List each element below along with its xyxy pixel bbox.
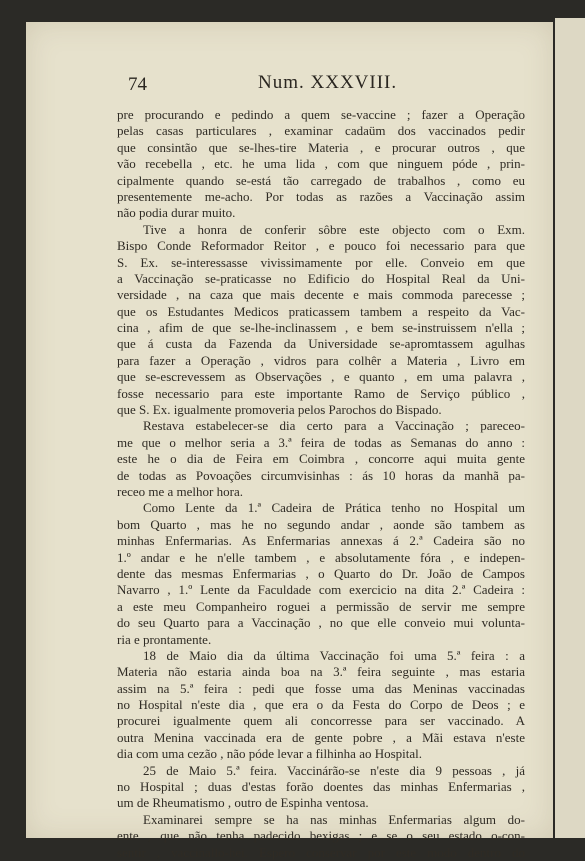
text-line: de todas as Povoações circumvisinhas : ás 10 horas da manhã pa- [117, 467, 525, 483]
body-text [117, 107, 525, 861]
text-line: este he o dia de Feira em Coimbra , concorre aqui muita gente [117, 451, 525, 467]
text-line: dia com uma cezão , não póde levar a filhinha ao Hospital. [117, 746, 423, 762]
facing-page-edge [555, 18, 585, 838]
text-line: vão recebella , etc. he uma lida , com que ninguem póde , prin- [117, 156, 525, 172]
text-line: Materia não estaria ainda boa na 3.ª feira seguinte , mas estaria [117, 664, 525, 680]
text-line: procurei igualmente quem ali concorresse para ser vaccinado. A [117, 713, 525, 729]
text-line: a Vaccinação se-praticasse no Edificio do Hospital Real da Uni- [117, 270, 525, 286]
text-line: sentir , vaccinallo-hei. Espero conservar por este modo dentro do [117, 844, 525, 860]
text-line: no Hospital ; duas d'estas forão doentes das minhas Enfermarias , [117, 779, 525, 795]
text-line: Tive a honra de conferir sôbre este objecto com o Exm. [143, 221, 525, 237]
text-line: que consintão que se-lhes-tire Materia , e procurar outros , que [117, 139, 525, 155]
text-line: que á custa da Fazenda da Universidade se-apromtassem agulhas [117, 336, 525, 352]
text-line: pelas casas particulares , examinar cadaüm dos vaccinados pedir [117, 123, 525, 139]
text-line: que S. Ex. igualmente promoveria pelos Parochos do Bispado. [117, 402, 442, 418]
text-line: 18 de Maio dia da última Vaccinação foi uma 5.ª feira : a [143, 647, 525, 663]
text-line: para fazer a Operação , vidros para colhêr a Materia , Livro em [117, 352, 525, 368]
text-line: um de Rheumatismo , outro de Espinha ventosa. [117, 795, 369, 811]
text-line: Navarro , 1.º Lente da Faculdade com exercicio na dita 2.ª Cadeira : [117, 582, 525, 598]
text-line: que os Estudantes Medicos praticassem tambem a respeito da Vac- [117, 303, 525, 319]
page-number: 74 [128, 74, 147, 95]
text-line: do seu Quarto para a Vaccinação , no que elle conveio mui volunta- [117, 615, 525, 631]
text-line: me que o melhor seria a 3.ª feira de todas as Semanas do anno : [117, 434, 525, 450]
text-line: Examinarei sempre se ha nas minhas Enfermarias algum do- [143, 811, 525, 827]
text-line: Restava estabelecer-se dia certo para a Vaccinação ; pareceo- [143, 418, 525, 434]
text-line: receo me a melhor hora. [117, 483, 243, 499]
text-line: que se-escrevessem as Observações , e quanto , em uma palavra , [117, 369, 525, 385]
text-line: pre procurando e pedindo a quem se-vaccine ; fazer a Operação [117, 107, 525, 122]
text-line: S. Ex. se-interessasse vivissimamente por elle. Conveio em que [117, 254, 525, 270]
text-line: ria e prontamente. [117, 631, 212, 647]
text-line: 25 de Maio 5.ª feira. Vaccinárão-se n'este dia 9 pessoas , já [143, 762, 525, 778]
text-line: ente , que não tenha padecido bexigas ; e se o seu estado o-con- [117, 828, 525, 844]
text-line: cipalmente quando se-está tão carregado de trabalhos , como eu [117, 172, 525, 188]
text-line: Como Lente da 1.ª Cadeira de Prática tenho no Hospital um [143, 500, 525, 516]
text-line: 1.º andar e he n'elle tambem , e absolutamente fóra , e indepen- [117, 549, 525, 565]
text-line: versidade , na caza que mais decente e mais commoda parecesse ; [117, 287, 525, 303]
text-line: outra Menina vaccinada era de gente pobre , a Mãi estava n'este [117, 729, 525, 745]
text-line: não podia durar muito. [117, 205, 236, 221]
text-line: assim na 5.ª feira : pedi que fosse uma das Meninas vaccinadas [117, 680, 525, 696]
text-line: presentemente me-acho. Por todas as razões a Vaccinação assim [117, 188, 525, 204]
text-line: a este meu Companheiro roguei a permissão de servir me sempre [117, 598, 525, 614]
text-line: Bispo Conde Reformador Reitor , e pouco foi necessario para que [117, 238, 525, 254]
text-line: fosse necessario para este importante Ramo de Serviço público , [117, 385, 525, 401]
running-head: Num. XXXVIII. [258, 72, 398, 93]
text-line: no Hospital n'este dia , que era o da Festa do Corpo de Deos ; e [117, 697, 525, 713]
text-line: bom Quarto , mas he no segundo andar , aonde são tambem as [117, 516, 525, 532]
text-line: minhas Enfermarias. As Enfermarias annexas á 2.ª Cadeira são no [117, 533, 525, 549]
text-line: cina , afim de que se-lhe-inclinassem , e bem se-instruissem n'ella ; [117, 320, 525, 336]
text-line: dente das mesmas Enfermarias , o Quarto do Dr. João de Campos [117, 565, 525, 581]
